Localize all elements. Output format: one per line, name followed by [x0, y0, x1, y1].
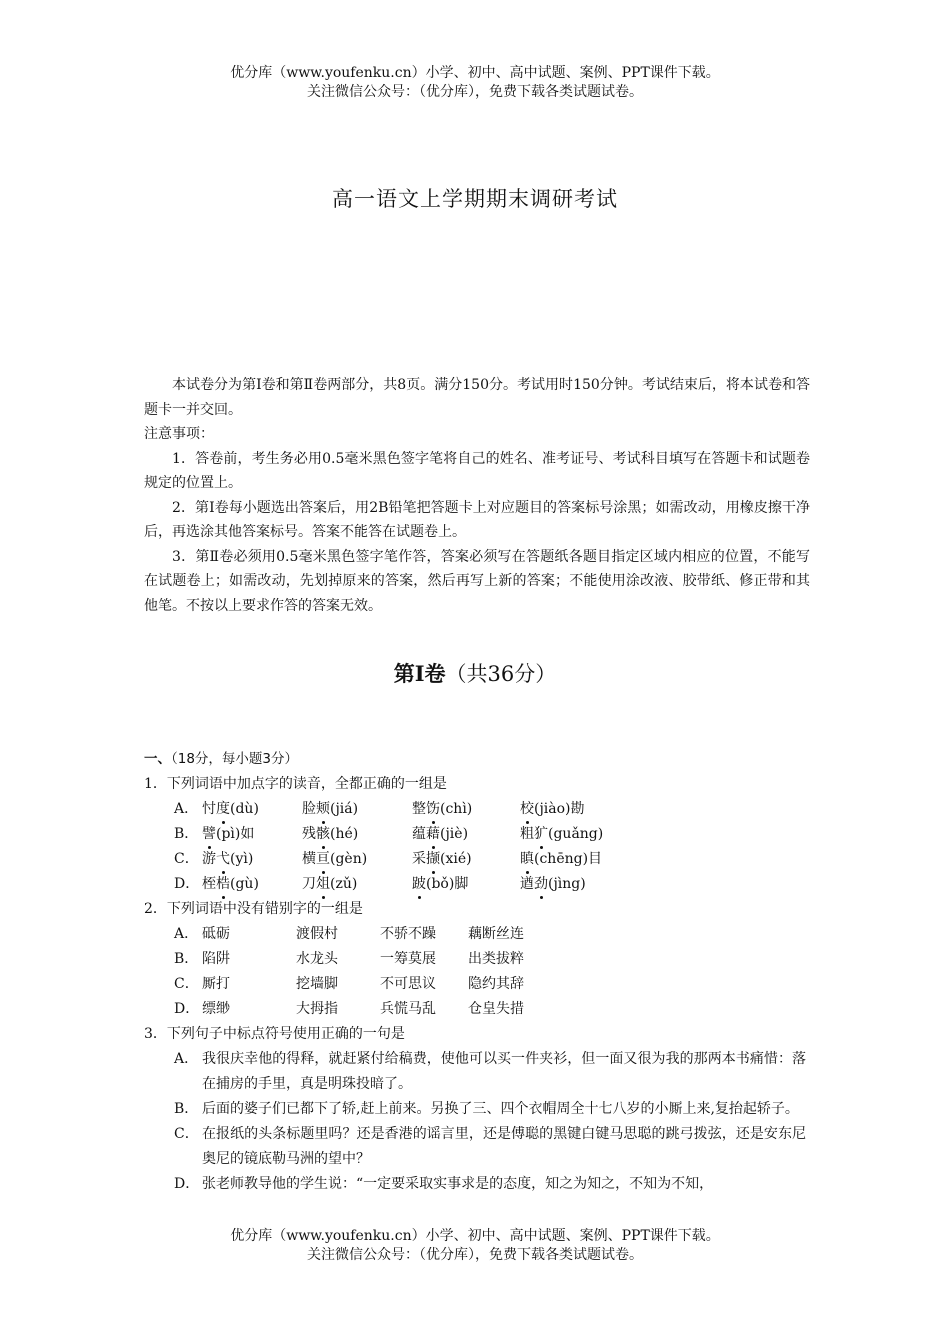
- question-3: [144, 1022, 810, 1197]
- option-label: C．: [174, 1126, 199, 1142]
- word-suffix: (jìng): [548, 876, 586, 892]
- option-word: 缥缈: [202, 1001, 230, 1017]
- dotted-char: 饬: [426, 797, 440, 822]
- intro-paragraph: 本试卷分为第Ⅰ卷和第Ⅱ卷两部分，共8页。满分150分。考试用时150分钟。考试结束后，将本试卷和答题卡一并交回。: [144, 377, 810, 418]
- word-suffix: (bǒ)脚: [426, 876, 469, 892]
- word-suffix: (jiá): [330, 801, 359, 817]
- dotted-char: 跛: [412, 872, 426, 897]
- option-label: D．: [174, 876, 200, 892]
- option-label: C．: [174, 976, 199, 992]
- option-word: [202, 872, 302, 897]
- option-text: 我很庆幸他的得释，就赶紧付给稿费，使他可以买一件夹衫，但一面又很为我的那两本书痛惜：落在捕房的手里，真是明珠投暗了。: [202, 1051, 806, 1092]
- option-word: [302, 872, 412, 897]
- option-label: A．: [174, 926, 199, 942]
- word-suffix: (chēng)目: [534, 851, 603, 867]
- option-word: 仓皇失措: [468, 1001, 524, 1017]
- option-label: B．: [174, 1101, 199, 1117]
- option-text: 在报纸的头条标题里吗？还是香港的谣言里，还是傅聪的黑键白键马思聪的跳弓拨弦，还是安东尼奥尼的镜底勒马洲的望中？: [202, 1126, 806, 1167]
- word-prefix: 遒: [520, 876, 534, 892]
- dotted-char: 俎: [316, 872, 330, 897]
- option-label: A．: [174, 801, 199, 817]
- option-word: 一筹莫展: [380, 951, 436, 967]
- questions: [144, 747, 810, 1197]
- option-row: [144, 872, 810, 897]
- word-suffix: (guǎng): [548, 826, 604, 842]
- exam-title: 高一语文上学期期末调研考试: [332, 187, 618, 211]
- word-suffix: (yì): [230, 851, 254, 867]
- dotted-char: 亘: [316, 847, 330, 872]
- question-2-stem: 2．下列词语中没有错别字的一组是: [144, 901, 363, 917]
- exam-instructions: [144, 373, 810, 618]
- question-1-stem: 1．下列词语中加点字的读音，全都正确的一组是: [144, 776, 447, 792]
- option-label: C．: [174, 851, 199, 867]
- option-word: 水龙头: [296, 951, 338, 967]
- part-heading: [144, 747, 810, 772]
- option-word: [302, 847, 412, 872]
- question-3-options: [144, 1047, 810, 1197]
- word-suffix: (gèn): [330, 851, 368, 867]
- question-2: [144, 897, 810, 1022]
- word-suffix: (jiào)勘: [534, 801, 585, 817]
- option-word: [520, 797, 630, 822]
- option-word: 不可思议: [380, 976, 436, 992]
- option-word: [412, 822, 520, 847]
- section-score: （共36分）: [445, 662, 557, 686]
- dotted-char: 瞋: [520, 847, 534, 872]
- dotted-char: 犷: [534, 822, 548, 847]
- option-row: [144, 922, 810, 947]
- page-footer: [0, 1227, 950, 1265]
- option-word: [412, 847, 520, 872]
- footer-line-1: 优分库（www.youfenku.cn）小学、初中、高中试题、案例、PPT课件下载。: [230, 1228, 720, 1244]
- option-word: [520, 822, 630, 847]
- notice-item-1: 1．答卷前，考生务必用0.5毫米黑色签字笔将自己的姓名、准考证号、考试科目填写在答题卡和试题卷规定的位置上。: [144, 450, 810, 491]
- word-suffix: (pì)如: [216, 826, 255, 842]
- option-word: 藕断丝连: [468, 926, 524, 942]
- option-word: 挖墙脚: [296, 976, 338, 992]
- notice-item-3: 3．第Ⅱ卷必须用0.5毫米黑色签字笔作答，答案必须写在答题纸各题目指定区域内相应的位置，不能写在试题卷上；如需改动，先划掉原来的答案，然后再写上新的答案；不能使用涂改液、胶带纸、修正带和其他笔。不按以上要求作答的答案无效。: [144, 548, 810, 614]
- dotted-char: 颊: [316, 797, 330, 822]
- section-label: 第Ⅰ卷: [393, 661, 446, 686]
- option-word: 砥砺: [202, 926, 230, 942]
- dotted-char: 度: [216, 797, 230, 822]
- option-text: 后面的婆子们已都下了轿,赶上前来。另换了三、四个衣帽周全十七八岁的小厮上来,复抬起轿子。: [202, 1101, 799, 1117]
- option-row: [144, 797, 810, 822]
- dotted-char: 骸: [316, 822, 330, 847]
- option-row: [144, 1172, 810, 1197]
- word-prefix: 蕴: [412, 826, 426, 842]
- option-row: [144, 1047, 810, 1097]
- option-word: [412, 872, 520, 897]
- option-row: [144, 1097, 810, 1122]
- option-row: [144, 1122, 810, 1172]
- header-line-2: 关注微信公众号：（优分库），免费下载各类试题试卷。: [307, 84, 643, 100]
- part-description: （18分，每小题3分）: [171, 751, 299, 767]
- option-word: 隐约其辞: [468, 976, 524, 992]
- option-row: [144, 972, 810, 997]
- option-row: [144, 947, 810, 972]
- header-line-1: 优分库（www.youfenku.cn）小学、初中、高中试题、案例、PPT课件下载。: [230, 65, 720, 81]
- option-word: 厮打: [202, 976, 230, 992]
- footer-line-2: 关注微信公众号：（优分库），免费下载各类试题试卷。: [307, 1247, 643, 1263]
- section-title: [0, 658, 950, 688]
- option-row: [144, 997, 810, 1022]
- dotted-char: 弋: [216, 847, 230, 872]
- question-2-options: [144, 922, 810, 1022]
- option-word: [520, 847, 630, 872]
- word-prefix: 横: [302, 851, 316, 867]
- word-prefix: 残: [302, 826, 316, 842]
- option-word: [302, 797, 412, 822]
- word-suffix: (hé): [330, 826, 359, 842]
- option-label: B．: [174, 826, 199, 842]
- word-suffix: (zǔ): [330, 876, 358, 892]
- option-word: 出类拔粹: [468, 951, 524, 967]
- dotted-char: 梏: [216, 872, 230, 897]
- word-suffix: (gù): [230, 876, 259, 892]
- option-label: D．: [174, 1001, 200, 1017]
- option-word: [202, 847, 302, 872]
- dotted-char: 劲: [534, 872, 548, 897]
- word-suffix: (xié): [440, 851, 472, 867]
- word-suffix: (jiè): [440, 826, 469, 842]
- word-suffix: (dù): [230, 801, 259, 817]
- word-prefix: 刀: [302, 876, 316, 892]
- option-label: D．: [174, 1176, 200, 1192]
- word-prefix: 采: [412, 851, 426, 867]
- word-prefix: 粗: [520, 826, 534, 842]
- option-word: 兵慌马乱: [380, 1001, 436, 1017]
- notice-heading: 注意事项：: [144, 426, 214, 442]
- option-word: 不骄不躁: [380, 926, 436, 942]
- dotted-char: 藉: [426, 822, 440, 847]
- question-3-stem: 3．下列句子中标点符号使用正确的一句是: [144, 1026, 405, 1042]
- notice-item-2: 2．第Ⅰ卷每小题选出答案后，用2B铅笔把答题卡上对应题目的答案标号涂黑；如需改动，用橡皮擦干净后，再选涂其他答案标号。答案不能答在试题卷上。: [144, 499, 810, 540]
- dotted-char: 校: [520, 797, 534, 822]
- option-word: 大拇指: [296, 1001, 338, 1017]
- option-row: [144, 847, 810, 872]
- option-row: [144, 822, 810, 847]
- dotted-char: 譬: [202, 822, 216, 847]
- dotted-char: 撷: [426, 847, 440, 872]
- word-prefix: 桎: [202, 876, 216, 892]
- word-prefix: 脸: [302, 801, 316, 817]
- option-word: 陷阱: [202, 951, 230, 967]
- option-label: B．: [174, 951, 199, 967]
- page-header: [0, 64, 950, 102]
- question-1-options: [144, 797, 810, 897]
- option-word: [202, 822, 302, 847]
- word-prefix: 忖: [202, 801, 216, 817]
- option-word: [412, 797, 520, 822]
- option-word: [520, 872, 630, 897]
- option-word: [202, 797, 302, 822]
- option-word: 渡假村: [296, 926, 338, 942]
- word-prefix: 整: [412, 801, 426, 817]
- word-suffix: (chì): [440, 801, 473, 817]
- part-number: 一、: [144, 751, 171, 767]
- word-prefix: 游: [202, 851, 216, 867]
- question-1: [144, 772, 810, 897]
- option-label: A．: [174, 1051, 199, 1067]
- option-word: [302, 822, 412, 847]
- option-text: 张老师教导他的学生说：“一定要采取实事求是的态度，知之为知之，不知为不知，: [202, 1176, 714, 1192]
